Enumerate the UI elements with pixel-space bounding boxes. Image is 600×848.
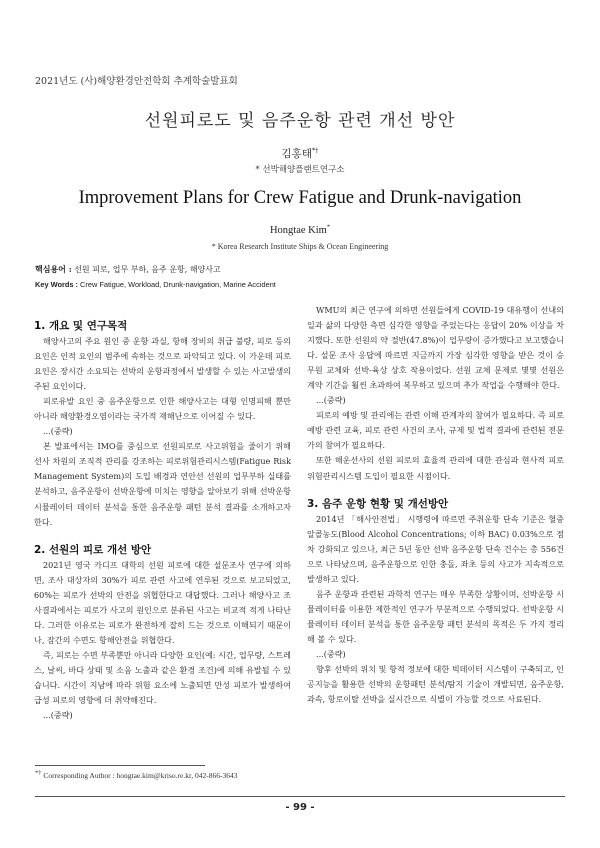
page-bottom-rule: [35, 796, 565, 797]
section-3-paragraph: 음주 운항과 관련된 과학적 연구는 매우 부족한 상황이며, 선박운항 시뮬레이터를 이용한 제한적인 연구가 부분적으로 수행되었다. 선박운항 시뮬레이터 데이터 분석을 통한 음주운항 패턴 분석의 목적은 두 가지 정리해 볼 수 있다.: [307, 588, 564, 644]
author-name: 김홍태: [281, 148, 312, 160]
right-column: [307, 303, 564, 707]
author-english: [0, 225, 600, 236]
footnote-mark: *†: [35, 769, 42, 777]
footnote-rule: [35, 765, 205, 766]
section-1-paragraph: 피로유발 요인 중 음주운항으로 인한 해양사고는 대형 인명피해 뿐만 아니라 해양환경오염이라는 국가적 재해난으로 이어질 수 있다.: [34, 396, 291, 422]
author-mark-en: *: [326, 223, 331, 231]
author-mark: *†: [311, 146, 319, 155]
ellipsis-note: ...(중략): [43, 710, 73, 721]
section-3-paragraph: 2014년 「해사안전법」 시행령에 따르면 주취운항 단속 기준은 혈중알콜농도(Blood Alcohol Concentrations; 이하 BAC) 0.03%으로 점차 강화되고 있으나, 최근 5년 동안 선박 음주운항 단속 건수는 총 556건으로 나타났으며, 음주운항으로 인한 충돌, 좌초 등의 사고가 지속적으로 발생하고 있다.: [307, 513, 564, 584]
right-paragraph: 또한 해운선사의 선원 피로의 효율적 관리에 대한 관심과 현사적 피로위험관리시스템 도입이 필요한 시점이다.: [307, 455, 564, 481]
section-3-paragraph: 향후 선박의 위치 및 항적 정보에 대한 빅데이터 시스템이 구축되고, 인공지능을 활용한 선박의 운항패턴 분석/탐지 기술이 개발되면, 음주운항, 과속, 항로이탈 선박을 실시간으로 식별이 가능할 것으로 사료된다.: [307, 664, 564, 705]
page-number: - 99 -: [285, 802, 315, 813]
right-paragraph: 피로의 예방 및 관리에는 관련 이해 관계자의 참여가 필요하다. 즉 피로 예방 관련 교육, 피로 관련 사건의 조사, 규제 및 법적 결과에 관련된 전문가의 참여가 필요하다.: [307, 410, 564, 451]
section-3-heading: 3. 음주 운항 현황 및 개선방안: [307, 497, 449, 510]
section-1-paragraph: 본 발표에서는 IMO를 중심으로 선원피로로 사고위험을 줄이기 위해 선사 차원의 조직적 관리를 강조하는 피로위험관리시스템(Fatigue Risk Management System)의 도입 배경과 연안선 선원의 업무부하 실태를 분석하고, 음주운항이 선박운항에 미치는 영향을 알아보기 위해 선박운항 시뮬레이터 데이터 분석을 통한 음주운항 패턴 분석 결과를 소개하고자 한다.: [34, 441, 291, 527]
conference-header: 2021년도 (사)해양환경안전학회 추계학술발표회: [35, 76, 238, 87]
footnote: [35, 771, 237, 780]
footnote-text: Corresponding Author : hongtae.kim@kriso.re.kr, 042-866-3643: [43, 771, 238, 780]
keywords-en-label: Key Words :: [35, 280, 78, 289]
title-english: Improvement Plans for Crew Fatigue and Drunk-navigation: [78, 188, 522, 208]
section-1-paragraph: 해양사고의 주요 원인 중 운항 과실, 항해 장비의 취급 불량, 피로 등의 요인은 인적 요인의 범주에 속하는 것으로 파악되고 있다. 이 가운데 피로요인은 장시간 소요되는 선박의 운항과정에서 발생할 수 있는 사고발생의 주된 요인이다.: [34, 336, 291, 392]
keywords-korean: [35, 264, 221, 275]
affiliation-korean: * 선박해양플랜트연구소: [255, 165, 345, 175]
ellipsis-note: ...(중략): [316, 648, 346, 659]
author-korean: [0, 146, 600, 161]
section-2-heading: 2. 선원의 피로 개선 방안: [34, 543, 152, 556]
ellipsis-note: ...(중략): [43, 426, 73, 437]
keywords-english: [35, 280, 276, 289]
section-1-heading: 1. 개요 및 연구목적: [34, 320, 128, 332]
right-paragraph: WMU의 최근 연구에 의하면 선원들에게 COVID-19 대유행이 선내의 일과 삶의 다양한 측면 심각한 영향을 주었는다는 응답이 20% 이상을 차지했다. 또한 선원의 약 절반(47.8%)이 업무량이 증가했다고 보고했습니다. 설문 조사 응답에 따르면 지금까지 가장 심각한 영향을 받은 것이 승무원 교체와 선박-육상 상호 작용이었다. 선원 교체 문제로 몇몇 선원은 계약 기간을 훨씬 초과하여 복무하고 있으며 추가 작업을 수행해야 한다.: [307, 305, 564, 391]
left-column: [34, 318, 291, 723]
section-2-paragraph: 즉, 피로는 수면 부족뿐만 아니라 다양한 요인(예: 시간, 업무량, 스트레스, 날씨, 바다 상태 및 소음 노출과 같은 환경 조건)에 의해 유발될 수 있습니다. 시간이 지남에 따라 위험 요소에 노출되면 만성 피로가 발생하여 급성 피로의 영향에 더 취약해진다.: [34, 649, 291, 706]
section-2-paragraph: 2021년 영국 카디프 대학의 선원 피로에 대한 설문조사 연구에 의하면, 조사 대상자의 30%가 피로 관련 사고에 연루된 것으로 보고되었고, 60%는 피로가 선박의 안전을 위협한다고 대답했다. 그러나 해양사고 조사결과에서는 피로가 사고의 원인으로 분류된 사고는 비교적 적게 나타난다. 그러한 이유로는 피로가 완전하게 잡히 드는 것으로 이해되기 때문이나, 잠간의 수면도 항해안전을 위협한다.: [34, 559, 291, 645]
affiliation-english: * Korea Research Institute Ships & Ocean Engineering: [211, 242, 389, 251]
title-korean: 선원피로도 및 음주운항 관련 개선 방안: [144, 111, 456, 131]
keywords-ko-label: 핵심용어 :: [35, 264, 72, 274]
keywords-en-text: Crew Fatigue, Workload, Drunk-navigation, Marine Accident: [80, 280, 276, 289]
keywords-ko-text: 선원 피로, 업무 부하, 음주 운항, 해양사고: [74, 265, 221, 274]
ellipsis-note: ...(중략): [316, 395, 346, 406]
author-name-en: Hongtae Kim: [269, 225, 327, 236]
